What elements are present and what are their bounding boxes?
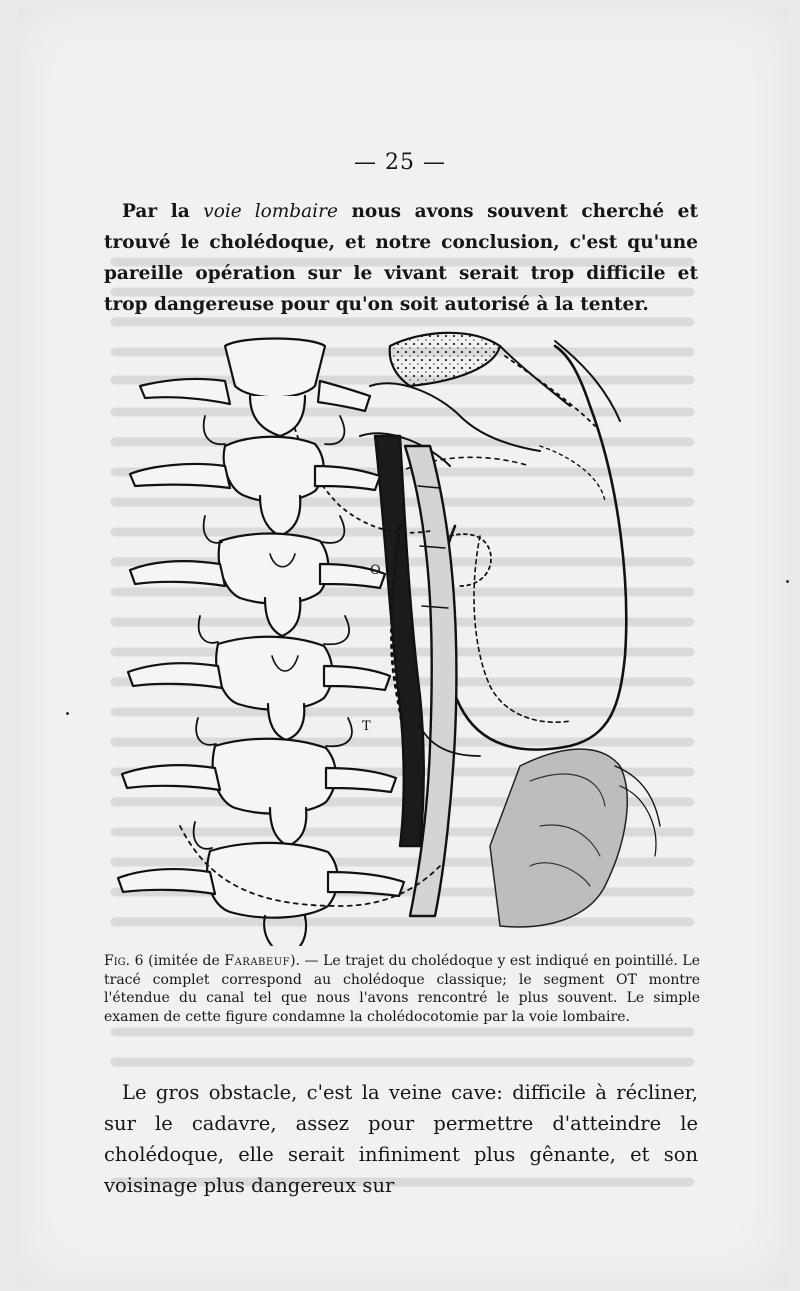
kidney-shaded-area xyxy=(490,749,627,927)
caption-figure-label: Fig. 6 xyxy=(104,953,144,969)
paragraph-lumbar-approach xyxy=(104,196,698,320)
caption-source-prefix: (imitée de xyxy=(143,953,225,969)
margin-speck xyxy=(66,712,69,715)
caption-author: Farabeuf xyxy=(224,953,291,969)
margin-speck xyxy=(786,580,789,583)
paragraph-1-rest: nous avons souvent cherché et trouvé le cholédoque, et notre conclusion, c'est qu'une pareille opération sur le vivant serait trop difficile et trop dangereuse pour qu'on soit autorisé à la tenter. xyxy=(104,201,698,315)
paragraph-vena-cava: Le gros obstacle, c'est la veine cave: difficile à récliner, sur le cadavre, assez pour permettre d'atteindre le cholédoque, elle serait infiniment plus gênante, et son voisinage plus dangereux sur xyxy=(104,1081,698,1197)
caption-source-suffix: ). — xyxy=(290,953,324,969)
paragraph-1-italic-term: voie lombaire xyxy=(203,201,338,222)
vertebra-5 xyxy=(213,739,336,814)
vertebra-1 xyxy=(225,339,325,398)
page-number: — 25 — xyxy=(354,150,446,175)
figure-caption xyxy=(104,952,700,1026)
anatomical-figure xyxy=(100,326,760,946)
vertebra-3 xyxy=(219,534,329,604)
caption-text: Le trajet du cholédoque y est indiqué en pointillé. Le tracé complet correspond au cholédoque classique; le segment OT montre l'étendue du canal tel que nous l'avons rencontré le plus souvent. Le simple examen de cette figure condamne la cholédocotomie par la voie lombaire. xyxy=(104,953,700,1025)
marker-o: O xyxy=(370,563,381,578)
gallbladder xyxy=(390,333,500,386)
vertebral-column xyxy=(118,339,404,947)
vertebra-4 xyxy=(216,637,332,710)
vertebra-2 xyxy=(224,437,324,502)
marker-t: T xyxy=(362,719,371,734)
duodenum-loop xyxy=(439,346,627,750)
paragraph-1-start: Par la xyxy=(122,201,204,222)
